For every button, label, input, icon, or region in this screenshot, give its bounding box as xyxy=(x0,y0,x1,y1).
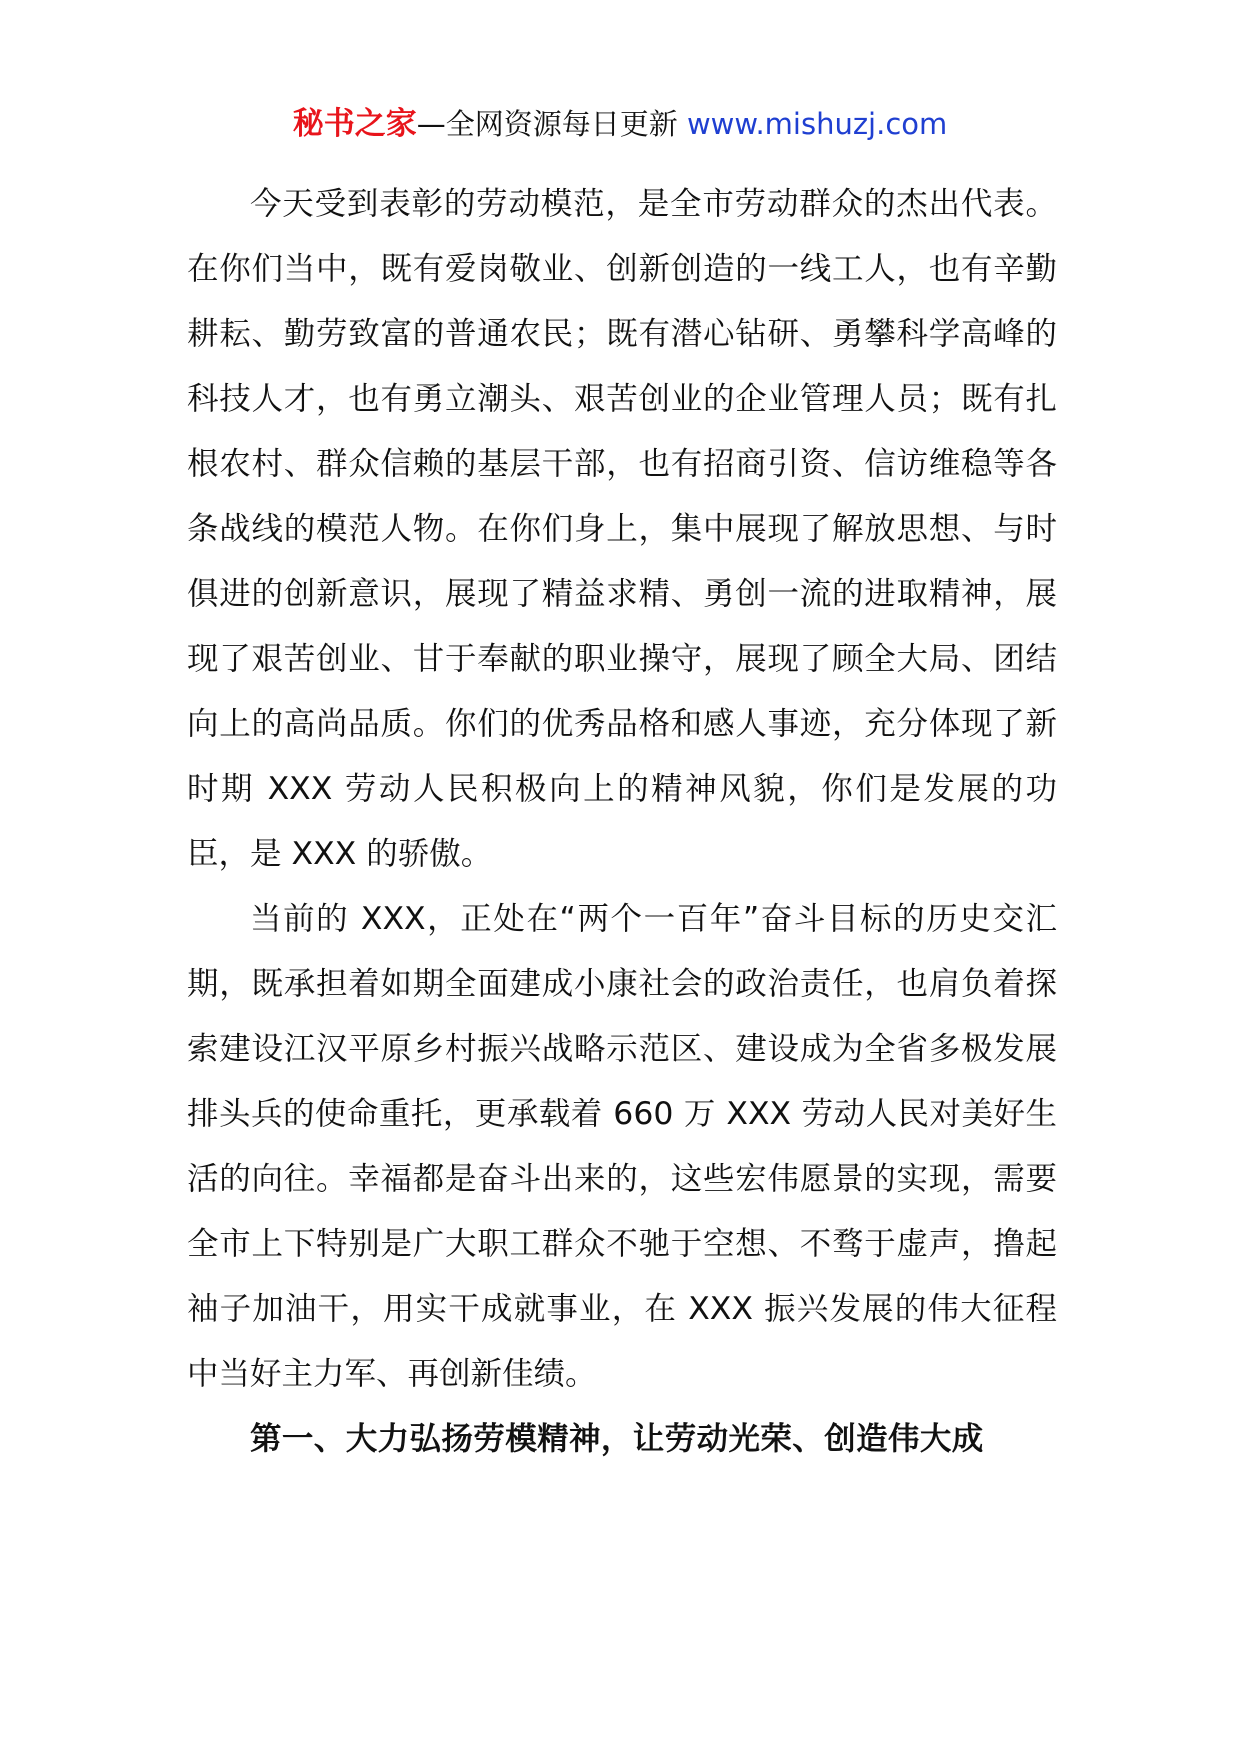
paragraph-model-workers: 今天受到表彰的劳动模范，是全市劳动群众的杰出代表。在你们当中，既有爱岗敬业、创新创造的一线工人，也有辛勤耕耘、勤劳致富的普通农民；既有潜心钻研、勇攀科学高峰的科技人才，也有勇立潮头、艰苦创业的企业管理人员；既有扎根农村、群众信赖的基层干部，也有招商引资、信访维稳等各条战线的模范人物。在你们身上，集中展现了解放思想、与时俱进的创新意识，展现了精益求精、勇创一流的进取精神，展现了艰苦创业、甘于奉献的职业操守，展现了顾全大局、团结向上的高尚品质。你们的优秀品格和感人事迹，充分体现了新时期 XXX 劳动人民积极向上的精神风貌，你们是发展的功臣，是 XXX 的骄傲。 xyxy=(187,186,1057,872)
document-body xyxy=(187,172,1057,1472)
header-tagline: —全网资源每日更新 xyxy=(416,107,678,141)
paragraph-current-situation: 当前的 XXX，正处在“两个一百年”奋斗目标的历史交汇期，既承担着如期全面建成小康社会的政治责任，也肩负着探索建设江汉平原乡村振兴战略示范区、建设成为全省多极发展排头兵的使命重托，更承载着 660 万 XXX 劳动人民对美好生活的向往。幸福都是奋斗出来的，这些宏伟愿景的实现，需要全市上下特别是广大职工群众不驰于空想、不骛于虚声，撸起袖子加油干，用实干成就事业，在 XXX 振兴发展的伟大征程中当好主力军、再创新佳绩。 xyxy=(187,901,1057,1392)
site-header xyxy=(0,100,1240,148)
brand-name: 秘书之家 xyxy=(292,106,417,142)
site-url-link[interactable]: www.mishuzj.com xyxy=(686,107,948,141)
section-heading-first: 第一、大力弘扬劳模精神，让劳动光荣、创造伟大成 xyxy=(250,1421,984,1457)
